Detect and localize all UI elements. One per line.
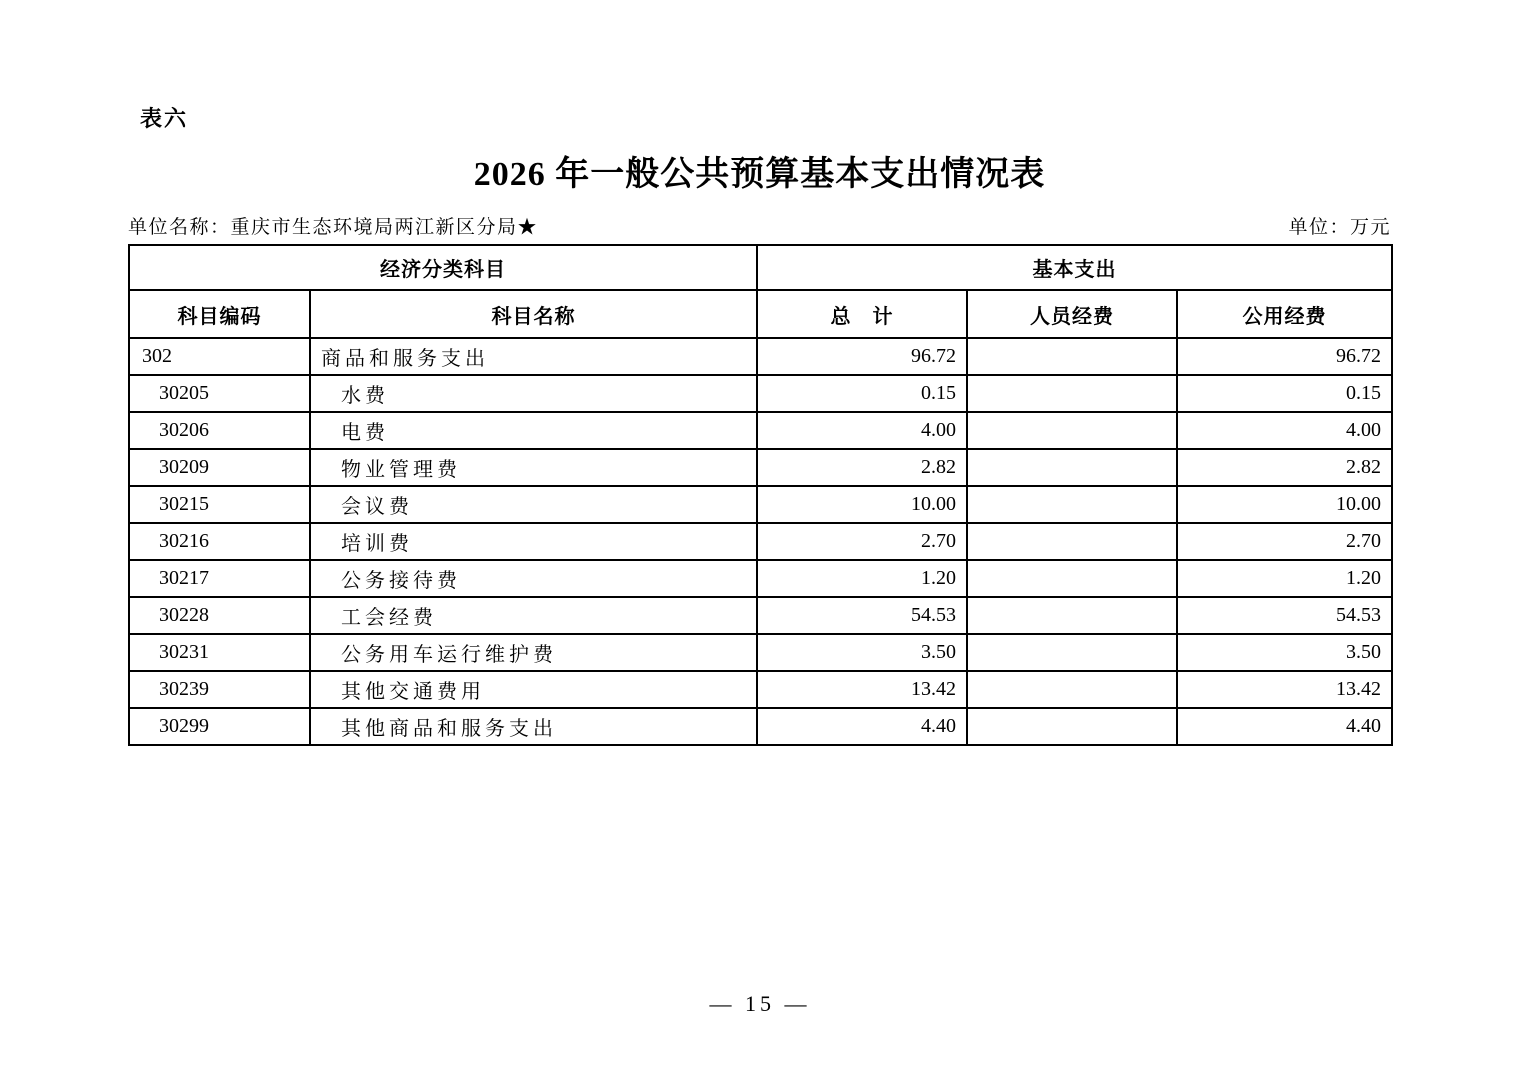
table-row — [129, 338, 1392, 375]
table-row — [129, 597, 1392, 634]
unit-name-text: 单位名称：重庆市生态环境局两江新区分局★ — [128, 217, 539, 238]
group-header-row — [129, 245, 1392, 290]
cell-personnel — [967, 338, 1177, 375]
cell-code: 30205 — [129, 375, 310, 412]
cell-public-funds: 96.72 — [1177, 338, 1392, 375]
cell-code: 30228 — [129, 597, 310, 634]
budget-table — [128, 244, 1393, 746]
header-subject-name: 科目名称 — [310, 290, 757, 338]
table-row — [129, 412, 1392, 449]
cell-total: 10.00 — [757, 486, 967, 523]
cell-personnel — [967, 449, 1177, 486]
cell-personnel — [967, 597, 1177, 634]
cell-total: 2.82 — [757, 449, 967, 486]
cell-public-funds: 4.40 — [1177, 708, 1392, 745]
cell-total: 4.40 — [757, 708, 967, 745]
header-subject-code: 科目编码 — [129, 290, 310, 338]
cell-total: 0.15 — [757, 375, 967, 412]
table-row — [129, 708, 1392, 745]
cell-public-funds: 0.15 — [1177, 375, 1392, 412]
page-title: 2026 年一般公共预算基本支出情况表 — [473, 156, 1046, 193]
header-public-funds: 公用经费 — [1177, 290, 1392, 338]
cell-public-funds: 1.20 — [1177, 560, 1392, 597]
cell-name: 工会经费 — [310, 597, 757, 634]
cell-public-funds: 2.82 — [1177, 449, 1392, 486]
cell-name: 电费 — [310, 412, 757, 449]
cell-personnel — [967, 634, 1177, 671]
cell-personnel — [967, 523, 1177, 560]
cell-public-funds: 10.00 — [1177, 486, 1392, 523]
cell-public-funds: 54.53 — [1177, 597, 1392, 634]
cell-code: 30299 — [129, 708, 310, 745]
cell-total: 96.72 — [757, 338, 967, 375]
cell-personnel — [967, 671, 1177, 708]
meta-row — [128, 212, 1391, 239]
table-row — [129, 634, 1392, 671]
page-number: — 15 — — [709, 991, 811, 1016]
table-row — [129, 523, 1392, 560]
cell-code: 30209 — [129, 449, 310, 486]
cell-public-funds: 4.00 — [1177, 412, 1392, 449]
cell-public-funds: 13.42 — [1177, 671, 1392, 708]
header-econ-category: 经济分类科目 — [129, 245, 757, 290]
unit-measure-text: 单位：万元 — [1288, 217, 1391, 238]
cell-total: 2.70 — [757, 523, 967, 560]
table-row — [129, 560, 1392, 597]
table-row — [129, 671, 1392, 708]
cell-total: 3.50 — [757, 634, 967, 671]
cell-personnel — [967, 375, 1177, 412]
table-row — [129, 375, 1392, 412]
table-row — [129, 449, 1392, 486]
cell-name: 物业管理费 — [310, 449, 757, 486]
cell-personnel — [967, 412, 1177, 449]
cell-public-funds: 2.70 — [1177, 523, 1392, 560]
table-body — [129, 338, 1392, 745]
cell-code: 30206 — [129, 412, 310, 449]
cell-total: 1.20 — [757, 560, 967, 597]
cell-code: 302 — [129, 338, 310, 375]
cell-name: 水费 — [310, 375, 757, 412]
cell-personnel — [967, 486, 1177, 523]
cell-personnel — [967, 708, 1177, 745]
table-label: 表六 — [140, 106, 189, 131]
cell-total: 54.53 — [757, 597, 967, 634]
cell-code: 30217 — [129, 560, 310, 597]
cell-name: 培训费 — [310, 523, 757, 560]
cell-public-funds: 3.50 — [1177, 634, 1392, 671]
table-header — [129, 245, 1392, 338]
cell-name: 商品和服务支出 — [310, 338, 757, 375]
header-total: 总 计 — [757, 290, 967, 338]
cell-name: 公务接待费 — [310, 560, 757, 597]
cell-total: 13.42 — [757, 671, 967, 708]
cell-name: 公务用车运行维护费 — [310, 634, 757, 671]
cell-total: 4.00 — [757, 412, 967, 449]
cell-name: 会议费 — [310, 486, 757, 523]
header-basic-expenditure: 基本支出 — [757, 245, 1392, 290]
page-content — [128, 0, 1391, 746]
cell-name: 其他交通费用 — [310, 671, 757, 708]
column-header-row — [129, 290, 1392, 338]
table-row — [129, 486, 1392, 523]
cell-name: 其他商品和服务支出 — [310, 708, 757, 745]
cell-code: 30231 — [129, 634, 310, 671]
cell-code: 30215 — [129, 486, 310, 523]
cell-personnel — [967, 560, 1177, 597]
cell-code: 30216 — [129, 523, 310, 560]
header-personnel-funds: 人员经费 — [967, 290, 1177, 338]
cell-code: 30239 — [129, 671, 310, 708]
